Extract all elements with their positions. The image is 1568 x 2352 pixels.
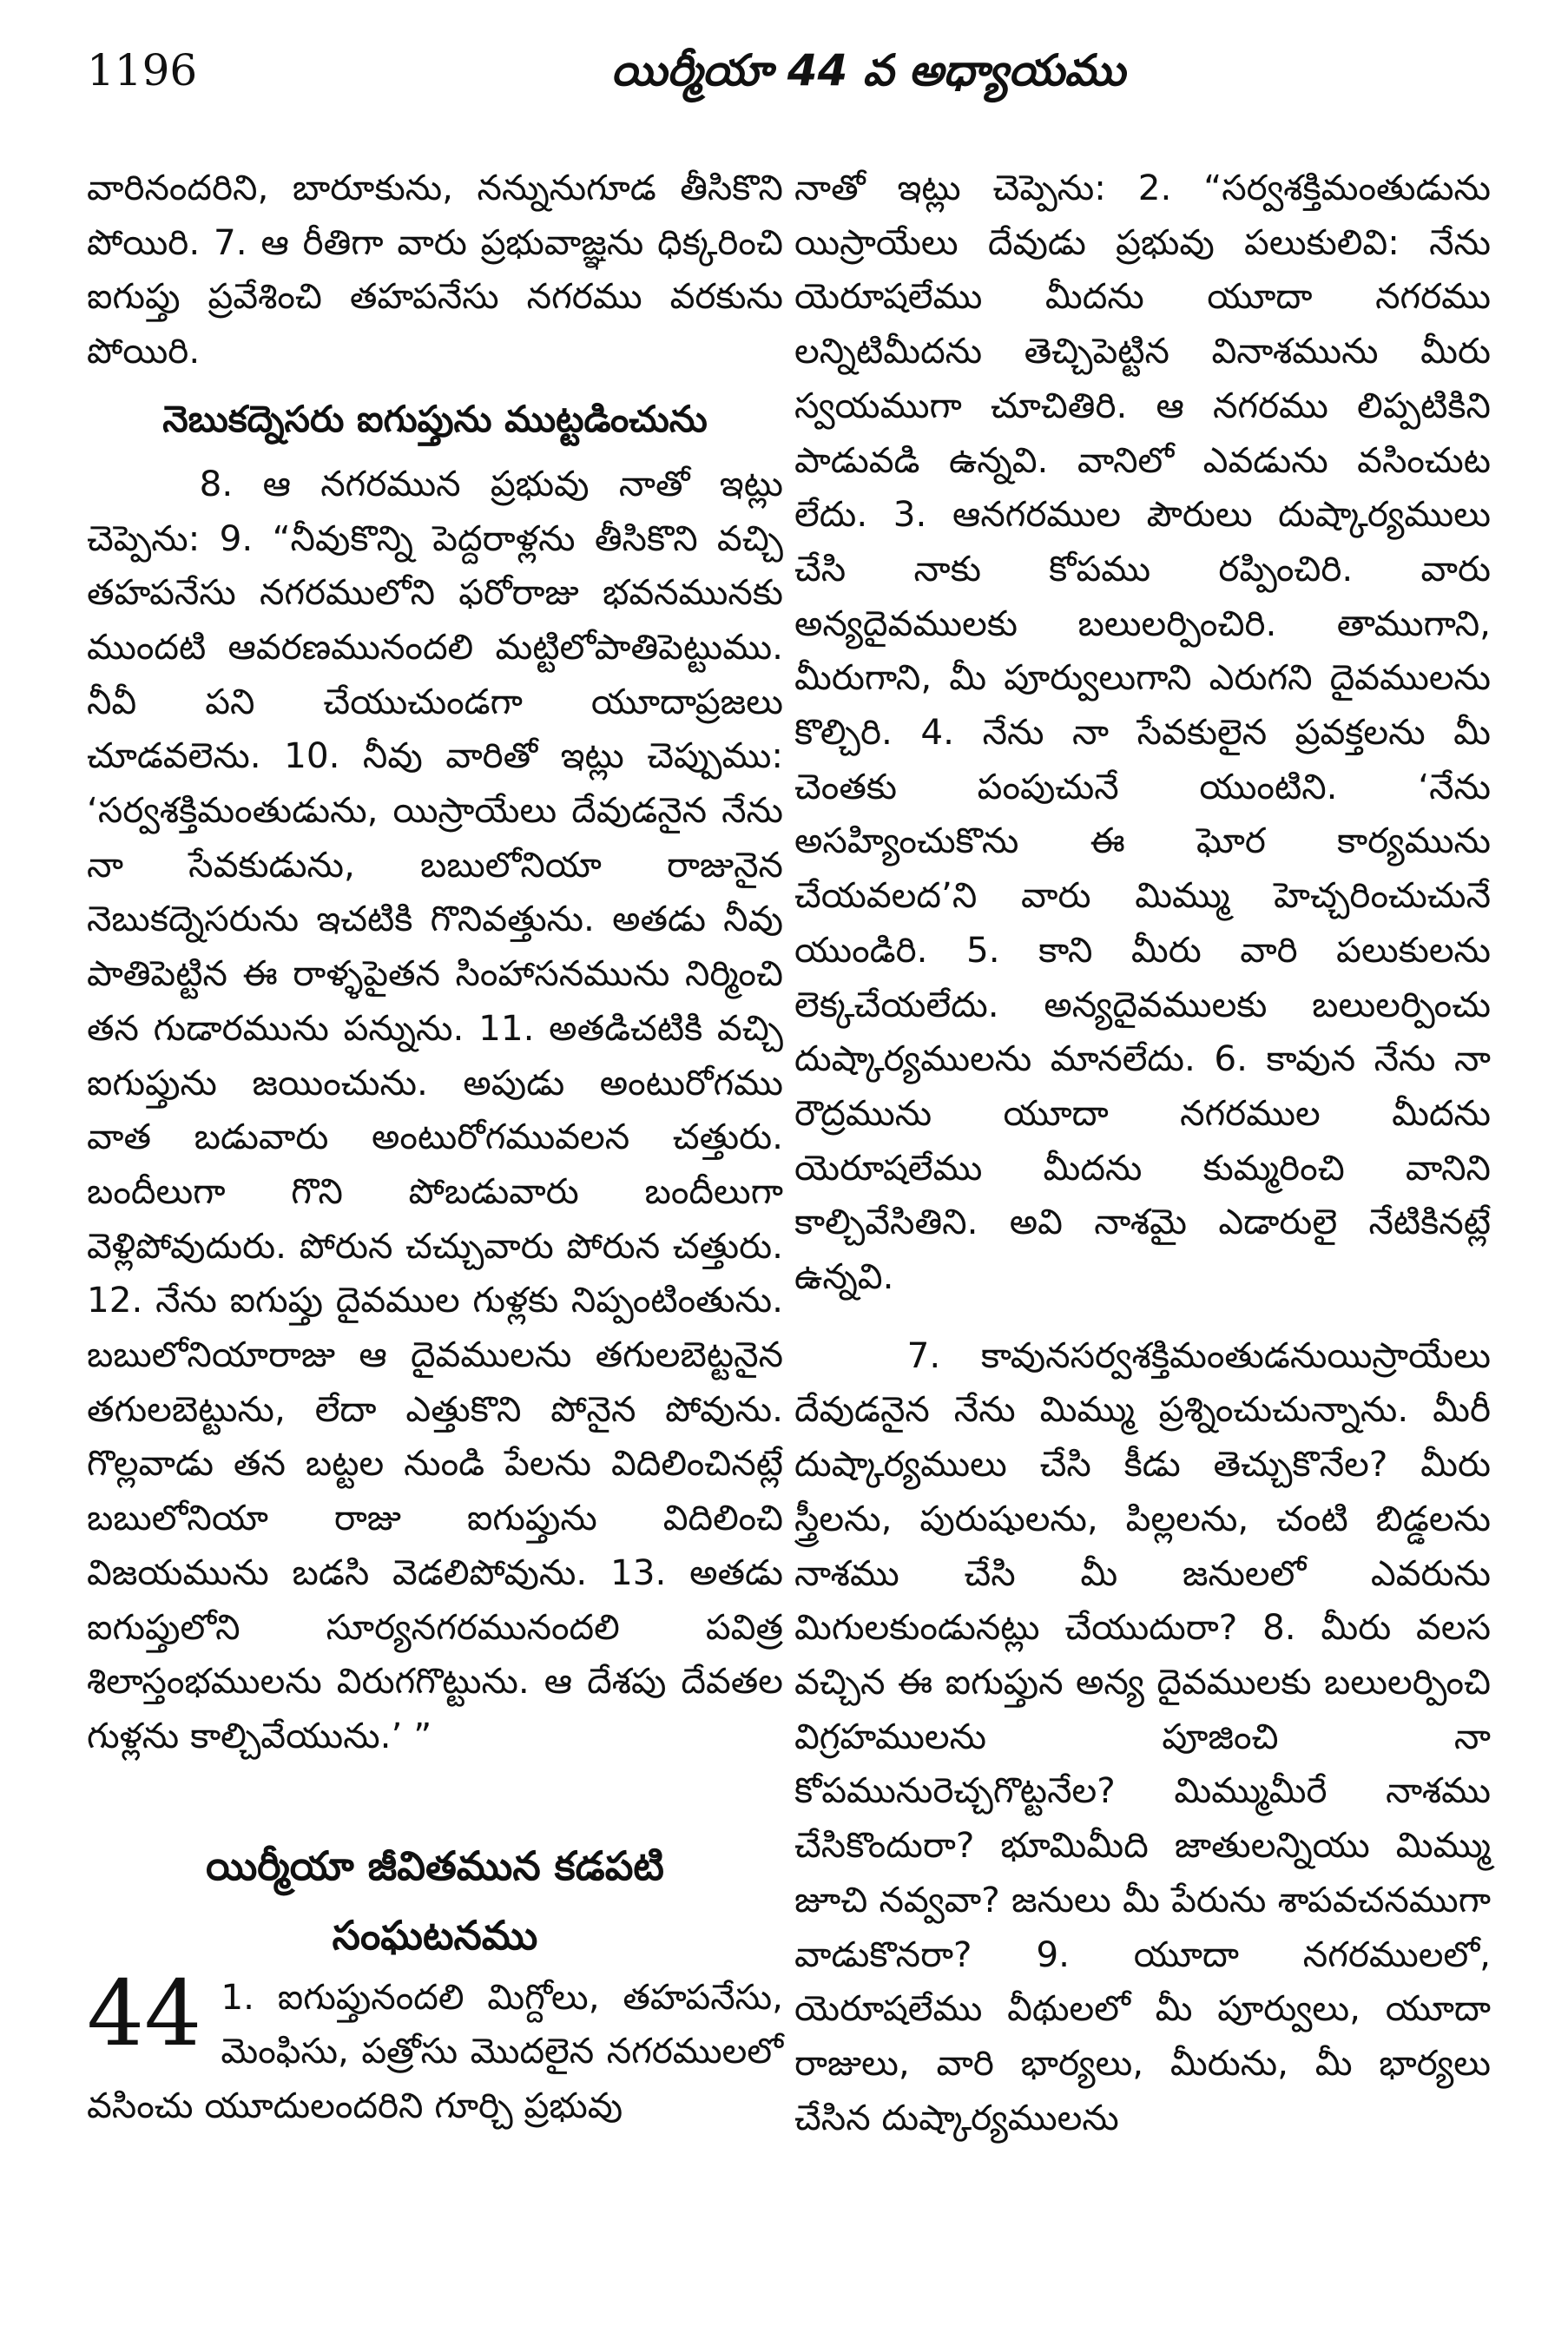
right-column	[794, 161, 1491, 2144]
section-paragraph: 8. ఆ నగరమున ప్రభువు నాతో ఇట్లు చెప్పెను: 9. “నీవుకొన్ని పెద్దరాళ్లను తీసికొని వచ్చి తహపనేసు నగరములోని ఫరోరాజు భవనమునకు ముందటి ఆవరణమునందలి మట్టిలోపాతిపెట్టుము. నీవీ పని చేయుచుండగా యూదాప్రజలు చూడవలెను. 10. నీవు వారితో ఇట్లు చెప్పుము: ‘సర్వశక్తిమంతుడును, యిస్రాయేలు దేవుడనైన నేను నా సేవకుడును, బబులోనియా రాజునైన నెబుకద్నెసరును ఇచటికి గొనివత్తును. అతడు నీవు పాతిపెట్టిన ఈ రాళ్ళపైతన సింహాసనమును నిర్మించి తన గుడారమును పన్నును. 11. అతడిచటికి వచ్చి ఐగుప్తును జయించును. అపుడు అంటురోగము వాత బడువారు అంటురోగమువలన చత్తురు. బందీలుగా గొని పోబడువారు బందీలుగా వెళ్లిపోవుదురు. పోరున చచ్చువారు పోరున చత్తురు. 12. నేను ఐగుప్తు దైవముల గుళ్లకు నిప్పంటింతును. బబులోనియారాజు ఆ దైవములను తగులబెట్టనైన తగులబెట్టును, లేదా ఎత్తుకొని పోనైన పోవును. గొల్లవాడు తన బట్టల నుండి పేలను విదిలించినట్లే బబులోనియా రాజు ఐగుప్తును విదిలించి విజయమును బడసి వెడలిపోవును. 13. అతడు ఐగుప్తులోని సూర్యనగరమునందలి పవిత్ర శిలాస్తంభములను విరుగగొట్టును. ఆ దేశపు దేవతల గుళ్లను కాల్చివేయును.’ ”	[87, 462, 783, 1756]
chapter-heading-line2: సంఘటనము	[332, 1911, 538, 1959]
chapter-heading	[87, 1831, 783, 1970]
continued-paragraph: వారినందరిని, బారూకును, నన్నునుగూడ తీసికొని పోయిరి. 7. ఆ రీతిగా వారు ప్రభువాజ్ఞను ధిక్కరించి ఐగుప్తు ప్రవేశించి తహపనేసు నగరము వరకును పోయిరి.	[87, 167, 783, 372]
running-title: యిర్మీయా 44 వ అధ్యాయము	[610, 45, 1126, 96]
chapter-opening-text: 1. ఐగుప్తునందలి మిగ్దోలు, తహపనేసు, మెంఫిసు, పత్రోసు మొదలైన నగరములలో వసించు యూదులందరిని గూర్చి ప్రభువు	[87, 1975, 783, 2127]
page-number: 1196	[87, 45, 198, 96]
right-paragraph-1: నాతో ఇట్లు చెప్పెను: 2. “సర్వశక్తిమంతుడును యిస్రాయేలు దేవుడు ప్రభువు పలుకులివి: నేను యెరూషలేము మీదను యూదా నగరము లన్నిటిమీదను తెచ్చిపెట్టిన వినాశమును మీరు స్వయముగా చూచితిరి. ఆ నగరము లిప్పటికిని పాడువడి ఉన్నవి. వానిలో ఎవడును వసించుట లేదు. 3. ఆనగరముల పౌరులు దుష్కార్యములు చేసి నాకు కోపము రప్పించిరి. వారు అన్యదైవములకు బలులర్పించిరి. తాముగాని, మీరుగాని, మీ పూర్వులుగాని ఎరుగని దైవములను కొల్చిరి. 4. నేను నా సేవకులైన ప్రవక్తలను మీ చెంతకు పంపుచునే యుంటిని. ‘నేను అసహ్యించుకొను ఈ ఘోర కార్యమును చేయవలద’ని వారు మిమ్ము హెచ్చరించుచునే యుండిరి. 5. కాని మీరు వారి పలుకులను లెక్కచేయలేదు. అన్యదైవములకు బలులర్పించు దుష్కార్యములను మానలేదు. 6. కావున నేను నా రౌద్రమును యూదా నగరముల మీదను యెరూషలేము మీదను కుమ్మరించి వానిని కాల్చివేసితిని. అవి నాశమై ఎడారులై నేటికినట్లే ఉన్నవి.	[794, 167, 1491, 1298]
page-header	[87, 45, 1446, 115]
chapter-number-dropcap: 44	[87, 1960, 202, 2066]
right-paragraph-2: 7. కావునసర్వశక్తిమంతుడనుయిస్రాయేలు దేవుడనైన నేను మిమ్ము ప్రశ్నించుచున్నాను. మీరీ దుష్కార్యములు చేసి కీడు తెచ్చుకొనేల? మీరు స్త్రీలను, పురుషులను, పిల్లలను, చంటి బిడ్డలను నాశము చేసి మీ జనులలో ఎవరును మిగులకుండునట్లు చేయుదురా? 8. మీరు వలస వచ్చిన ఈ ఐగుప్తున అన్య దైవములకు బలులర్పించి విగ్రహములను పూజించి నా కోపమునురెచ్చగొట్టనేల? మిమ్ముమీరే నాశము చేసికొందురా? భూమిమీది జాతులన్నియు మిమ్ము జూచి నవ్వవా? జనులు మీ పేరును శాపవచనముగా వాడుకొనరా? 9. యూదా నగరములలో, యెరూషలేము వీథులలో మీ పూర్వులు, యూదా రాజులు, వారి భార్యలు, మీరును, మీ భార్యలు చేసిన దుష్కార్యములను	[794, 1334, 1491, 2138]
chapter-heading-line1: యిర్మీయా జీవితమున కడపటి	[206, 1841, 664, 1889]
chapter-opening-paragraph	[87, 1960, 783, 2133]
left-column	[87, 161, 783, 2133]
section-heading: నెబుకద్నెసరు ఐగుప్తును ముట్టడించును	[162, 397, 708, 440]
